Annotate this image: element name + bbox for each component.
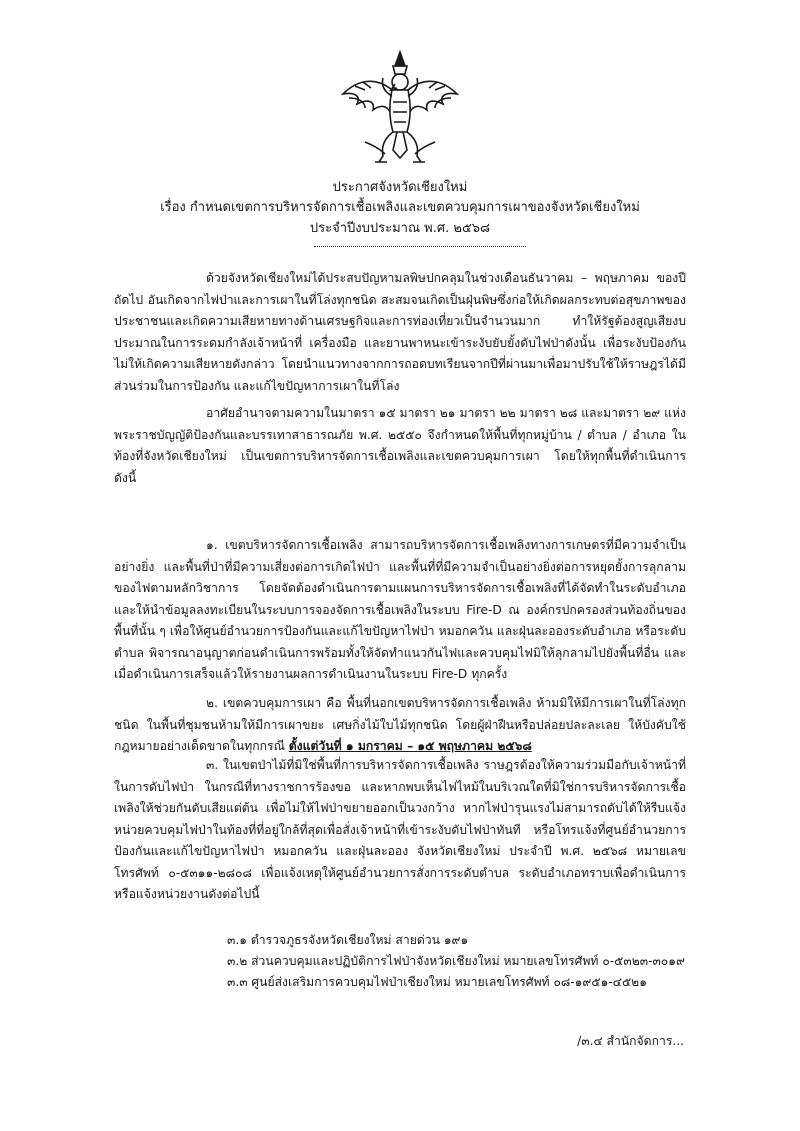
paragraph-burn-control-zone [114,693,686,758]
announcement-title: ประกาศจังหวัดเชียงใหม่ [332,180,468,195]
paragraph-fuel-management-zone: ๑. เขตบริหารจัดการเชื้อเพลิง สามารถบริหารจัดการเชื้อเพลิงทางการเกษตรที่มีความจำเป็นอย่างยิ่ง และพื้นที่ป่าที่มีความเสี่ยงต่อการเกิดไฟป่า และพื้นที่ที่มีความจำเป็นอย่างยิ่งต่อการหยุดยั้งการลุกลามของไฟตามหลักวิชาการ โดยจัดต้องดำเนินการตามแผนการบริหารจัดการเชื้อเพลิงที่ได้จัดทำในระดับอำเภอ และให้นำข้อมูลลงทะเบียนในระบบการจองจัดการเชื้อเพลิงในระบบ Fire-D ณ องค์กรปกครองส่วนท้องถิ่นของพื้นที่นั้น ๆ เพื่อให้ศูนย์อำนวยการป้องกันและแก้ไขปัญหาไฟป่า หมอกควัน และฝุ่นละอองระดับอำเภอ หรือระดับตำบล พิจารณาอนุญาตก่อนดำเนินการพร้อมทั้งให้จัดทำแนวกันไฟและควบคุมไฟมิให้ลุกลามไปยังพื้นที่อื่น และเมื่อดำเนินการเสร็จแล้วให้รายงานผลการดำเนินงานในระบบ Fire-D ทุกครั้ง [114,538,686,681]
burn-control-period: ตั้งแต่วันที่ ๑ มกราคม – ๑๕ พฤษภาคม ๒๕๖๘ [288,739,532,753]
dotted-divider [314,246,526,247]
burn-control-text: ๒. เขตควบคุมการเผา คือ พื้นที่นอกเขตบริหารจัดการเชื้อเพลิง ห้ามมิให้มีการเผาในที่โล่งทุกชนิด ในพื้นที่ชุมชนห้ามให้มีการเผาขยะ เศษกิ่งไม้ใบไม้ทุกชนิด โดยผู้ฝ่าฝืนหรือปล่อยปละละเลย ให้บังคับใช้กฎหมายอย่างเด็ดขาดในทุกกรณี [114,696,686,753]
paragraph-forest-fire-cooperation: ๓. ในเขตป่าไม้ที่มิใช่พื้นที่การบริหารจัดการเชื้อเพลิง ราษฎรต้องให้ความร่วมมือกับเจ้าหน้าที่ในการดับไฟป่า ในกรณีที่ทางราชการร้องขอ และหากพบเห็นไฟไหม้ในบริเวณใดที่มิใช่การบริหารจัดการเชื้อเพลิงให้ช่วยกันดับเสียแต่ต้น เพื่อไม่ให้ไฟป่าขยายออกเป็นวงกว้าง หากไฟป่ารุนแรงไม่สามารถดับได้ให้รีบแจ้งหน่วยควบคุมไฟป่าในท้องที่ที่อยู่ใกล้ที่สุดเพื่อสั่งเจ้าหน้าที่เข้าระงับดับไฟป่าทันที หรือโทรแจ้งที่ศูนย์อำนวยการป้องกันและแก้ไขปัญหาไฟป่า หมอกควัน และฝุ่นละออง จังหวัดเชียงใหม่ ประจำปี พ.ศ. ๒๕๖๘ หมายเลขโทรศัพท์ ๐-๕๓๑๑-๒๘๐๘ เพื่อแจ้งเหตุให้ศูนย์อำนวยการสั่งการระดับตำบล ระดับอำเภอทราบเพื่อดำเนินการ หรือแจ้งหน่วยงานดังต่อไปนี้ [114,758,686,901]
paragraph-background: ด้วยจังหวัดเชียงใหม่ได้ประสบปัญหามลพิษปกคลุมในช่วงเดือนธันวาคม – พฤษภาคม ของปีถัดไป อันเกิดจากไฟป่าและการเผาในที่โล่งทุกชนิด สะสมจนเกิดเป็นฝุ่นพิษซึ่งก่อให้เกิดผลกระทบต่อสุขภาพของประชาชนและเกิดความเสียหายทางด้านเศรษฐกิจและการท่องเที่ยวเป็นจำนวนมาก ทำให้รัฐต้องสูญเสียงบประมาณในการระดมกำลังเจ้าหน้าที่ เครื่องมือ และยานพาหนะเข้าระงับยับยั้งดับไฟป่าดังนั้น เพื่อระงับป้องกันไม่ให้เกิดความเสียหายดังกล่าว โดยนำแนวทางจากการถอดบทเรียนจากปีที่ผ่านมาเพื่อมาปรับใช้ให้ราษฎรได้มีส่วนร่วมในการป้องกัน และแก้ไขปัญหาการเผาในที่โล่ง [114,271,686,393]
garuda-emblem-icon [335,46,465,176]
paragraph-legal-basis: อาศัยอำนาจตามความในมาตรา ๑๕ มาตรา ๒๑ มาตรา ๒๒ มาตรา ๒๘ และมาตรา ๒๙ แห่งพระราชบัญญัติป้องกันและบรรเทาสาธารณภัย พ.ศ. ๒๕๕๐ จึงกำหนดให้พื้นที่ทุกหมู่บ้าน / ตำบล / อำเภอ ในท้องที่จังหวัดเชียงใหม่ เป็นเขตการบริหารจัดการเชื้อเพลิงและเขตควบคุมการเผา โดยให้ทุกพื้นที่ดำเนินการดังนี้ [114,406,686,485]
list-item: ๓.๑ ตำรวจภูธรจังหวัดเชียงใหม่ สายด่วน ๑๙๑ [227,933,469,947]
list-item: ๓.๓ ศูนย์ส่งเสริมการควบคุมไฟป่าเชียงใหม่ หมายเลขโทรศัพท์ ๐๘-๑๙๕๑-๔๕๒๑ [227,975,647,989]
list-item: ๓.๒ ส่วนควบคุมและปฏิบัติการไฟป่าจังหวัดเชียงใหม่ หมายเลขโทรศัพท์ ๐-๕๓๒๓-๓๐๑๙ [227,954,685,968]
continuation-marker: /๓.๔ สำนักจัดการ... [577,1034,684,1048]
announcement-subject: เรื่อง กำหนดเขตการบริหารจัดการเชื้อเพลิงและเขตควบคุมการเผาของจังหวัดเชียงใหม่ [160,200,640,215]
announcement-fiscal-year: ประจำปีงบประมาณ พ.ศ. ๒๕๖๘ [309,221,491,236]
